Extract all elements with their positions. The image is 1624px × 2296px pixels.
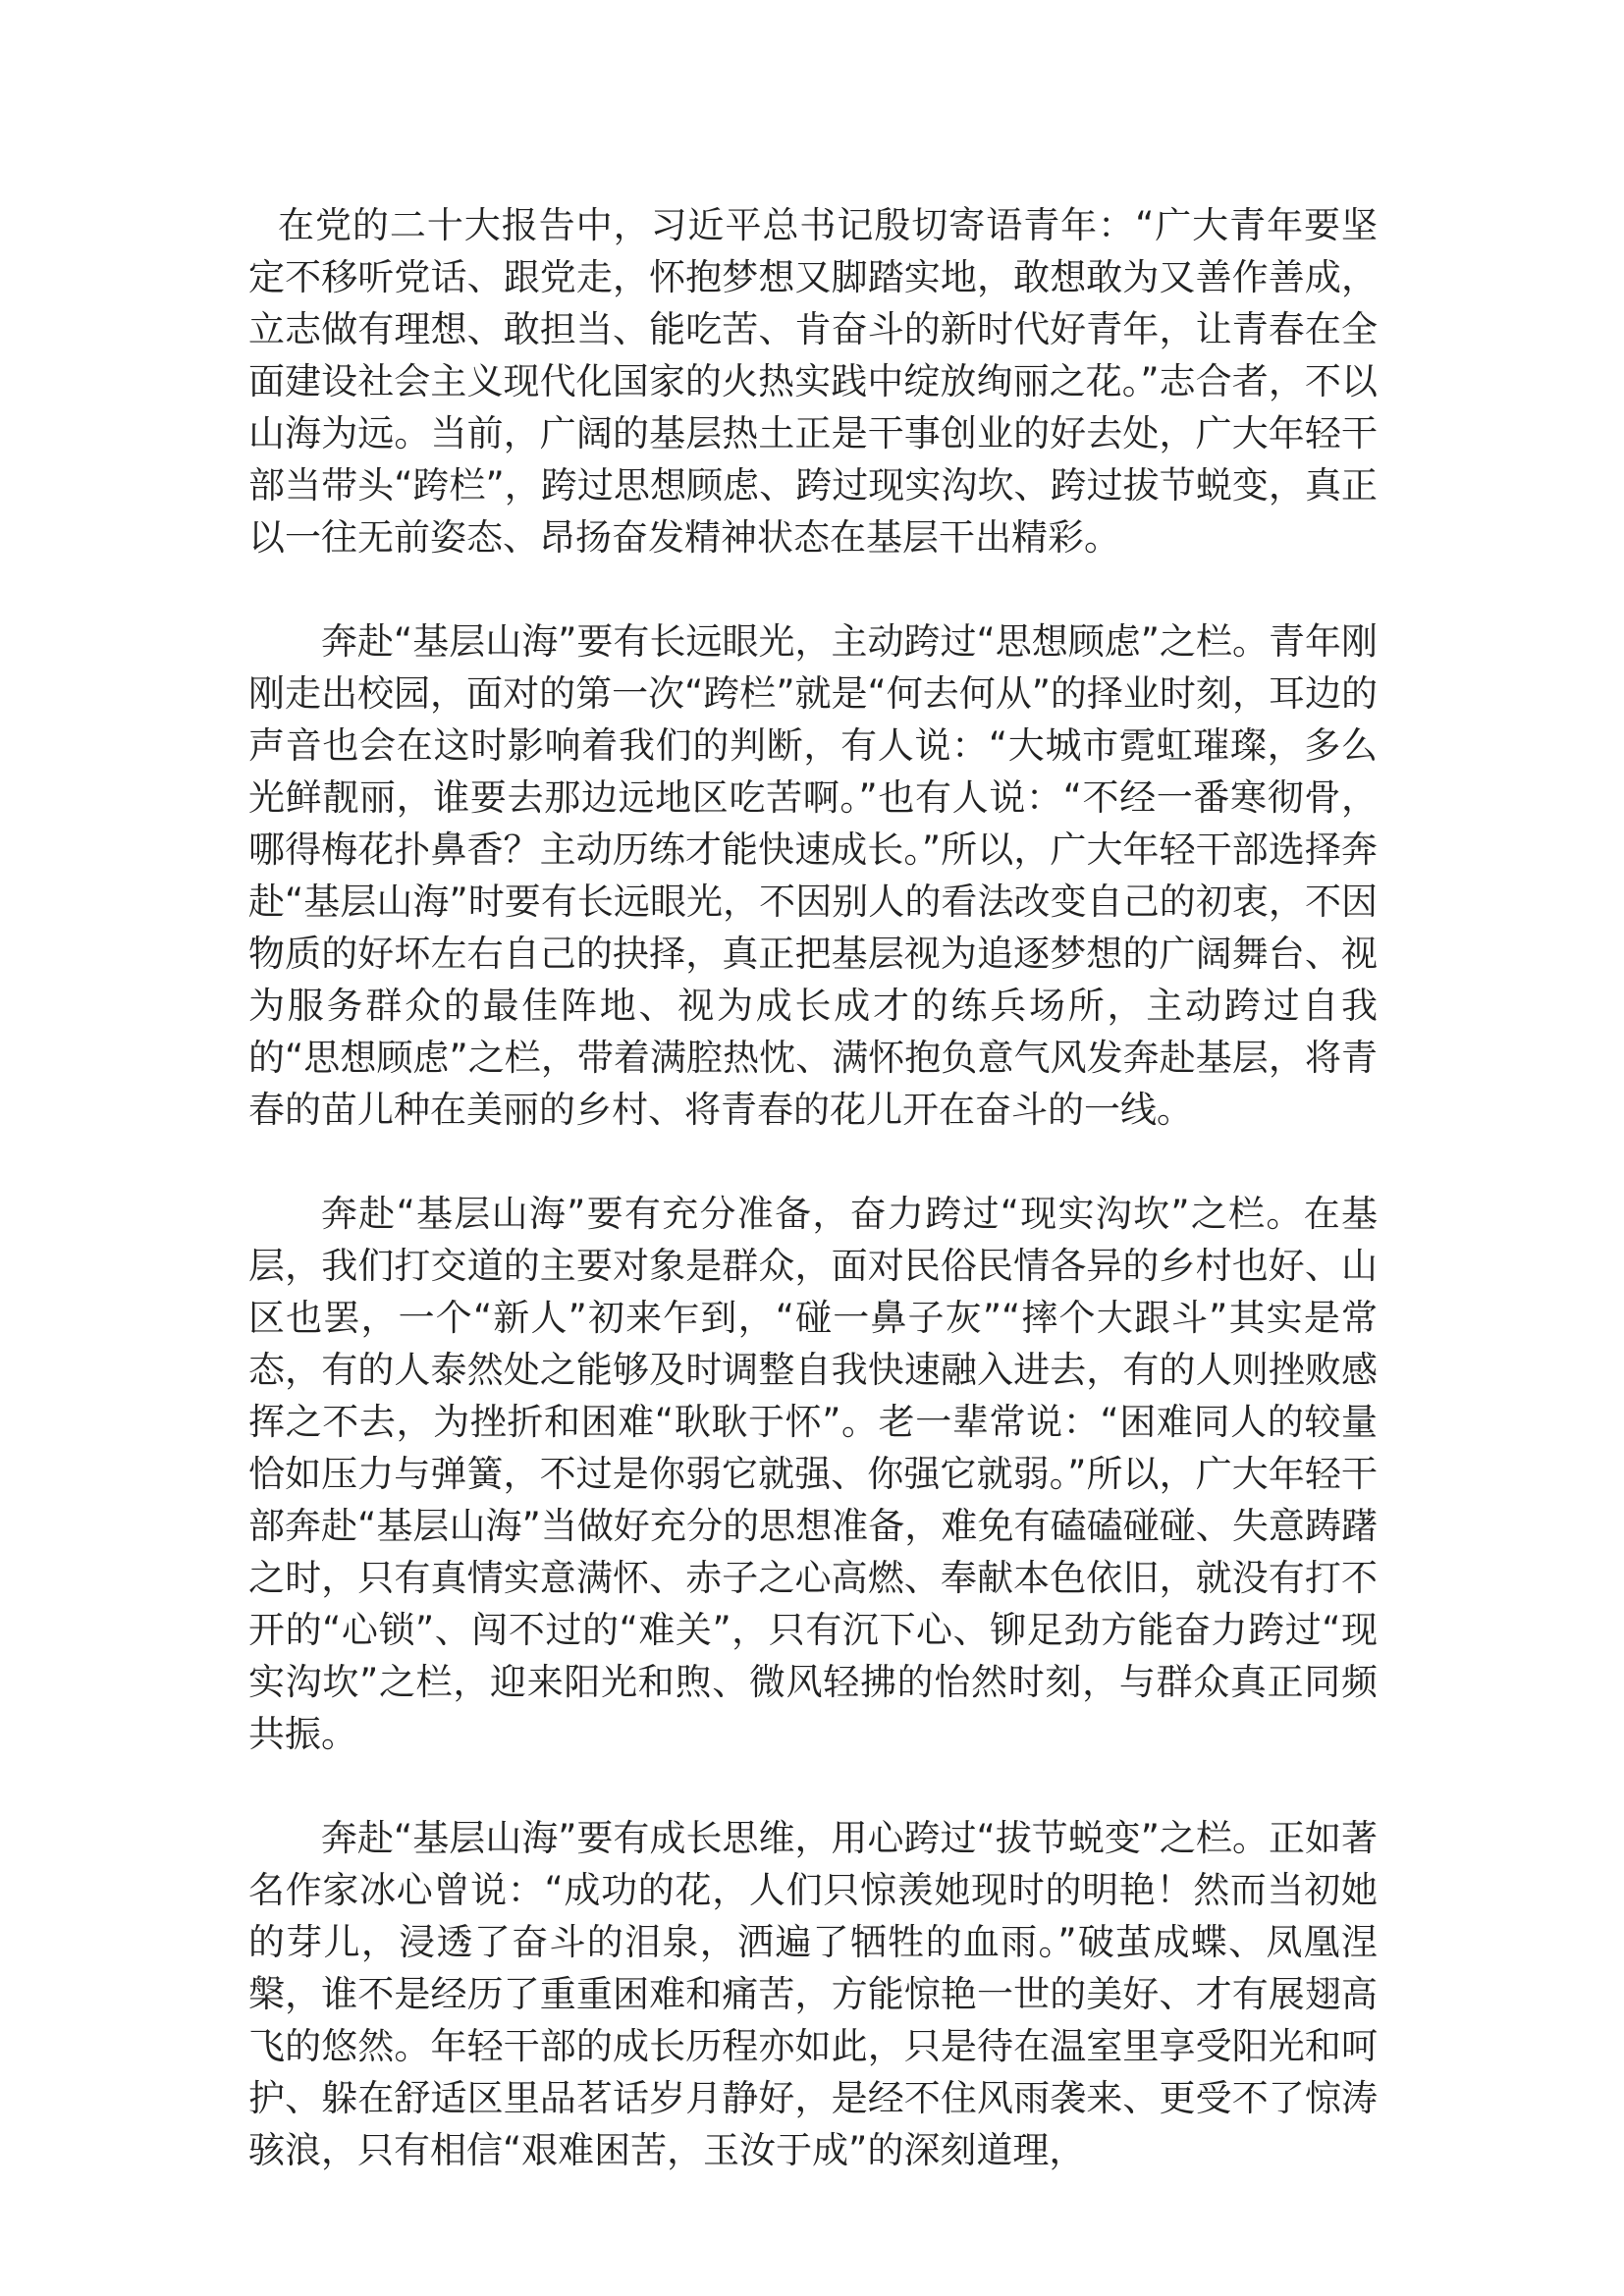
paragraph-growth-transformation: 奔赴“基层山海”要有成长思维，用心跨过“拔节蜕变”之栏。正如著名作家冰心曾说：“成功的花，人们只惊羡她现时的明艳！然而当初她的芽儿，浸透了奋斗的泪泉，洒遍了牺牲的血雨。”破茧成蝶、凤凰涅槃，谁不是经历了重重困难和痛苦，方能惊艳一世的美好、才有展翅高飞的悠然。年轻干部的成长历程亦如此，只是待在温室里享受阳光和呵护、躲在舒适区里品茗话岁月静好，是经不住风雨袭来、更受不了惊涛骇浪，只有相信“艰难困苦，玉汝于成”的深刻道理， [248, 1817, 1378, 2171]
document-page [248, 199, 1378, 2228]
paragraph-thought-concerns: 奔赴“基层山海”要有长远眼光，主动跨过“思想顾虑”之栏。青年刚刚走出校园，面对的第一次“跨栏”就是“何去何从”的择业时刻，耳边的声音也会在这时影响着我们的判断，有人说：“大城市霓虹璀璨，多么光鲜靓丽，谁要去那边远地区吃苦啊。”也有人说：“不经一番寒彻骨，哪得梅花扑鼻香？主动历练才能快速成长。”所以，广大年轻干部选择奔赴“基层山海”时要有长远眼光，不因别人的看法改变自己的初衷，不因物质的好坏左右自己的抉择，真正把基层视为追逐梦想的广阔舞台、视为服务群众的最佳阵地、视为成长成才的练兵场所，主动跨过自我的“思想顾虑”之栏，带着满腔热忱、满怀抱负意气风发奔赴基层，将青春的苗儿种在美丽的乡村、将青春的花儿开在奋斗的一线。 [248, 620, 1378, 1131]
paragraph-intro: 在党的二十大报告中，习近平总书记殷切寄语青年：“广大青年要坚定不移听党话、跟党走，怀抱梦想又脚踏实地，敢想敢为又善作善成，立志做有理想、敢担当、能吃苦、肯奋斗的新时代好青年，让青春在全面建设社会主义现代化国家的火热实践中绽放绚丽之花。”志合者，不以山海为远。当前，广阔的基层热土正是干事创业的好去处，广大年轻干部当带头“跨栏”，跨过思想顾虑、跨过现实沟坎、跨过拔节蜕变，真正以一往无前姿态、昂扬奋发精神状态在基层干出精彩。 [248, 204, 1378, 559]
paragraph-reality-obstacles: 奔赴“基层山海”要有充分准备，奋力跨过“现实沟坎”之栏。在基层，我们打交道的主要对象是群众，面对民俗民情各异的乡村也好、山区也罢，一个“新人”初来乍到，“碰一鼻子灰”“摔个大跟斗”其实是常态，有的人泰然处之能够及时调整自我快速融入进去，有的人则挫败感挥之不去，为挫折和困难“耿耿于怀”。老一辈常说：“困难同人的较量恰如压力与弹簧，不过是你弱它就强、你强它就弱。”所以，广大年轻干部奔赴“基层山海”当做好充分的思想准备，难免有磕磕碰碰、失意踌躇之时，只有真情实意满怀、赤子之心高燃、奉献本色依旧，就没有打不开的“心锁”、闯不过的“难关”，只有沉下心、铆足劲方能奋力跨过“现实沟坎”之栏，迎来阳光和煦、微风轻拂的怡然时刻，与群众真正同频共振。 [248, 1193, 1378, 1755]
